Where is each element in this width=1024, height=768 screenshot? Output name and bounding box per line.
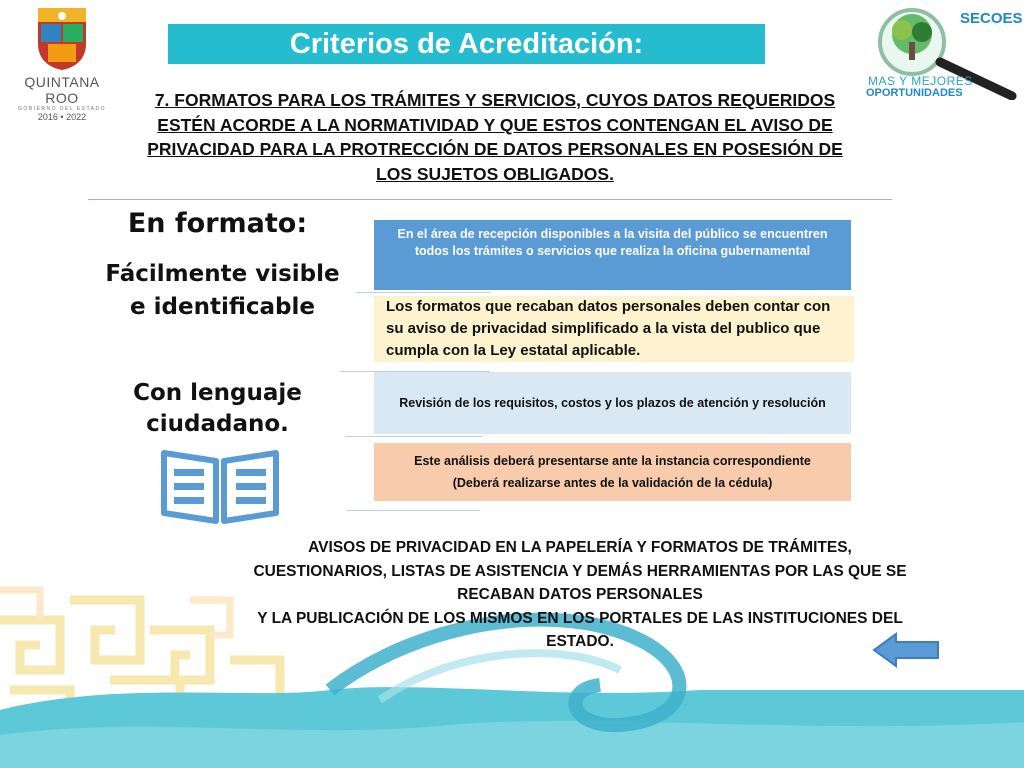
secoes-logo xyxy=(862,4,1022,100)
quintana-roo-logo xyxy=(8,4,116,122)
section-subtitle: 7. FORMATOS PARA LOS TRÁMITES Y SERVICIOS, CUYOS DATOS REQUERIDOS ESTÉN ACORDE A LA NORMATIVIDAD Y QUE ESTOS CONTENGAN EL AVISO DE PRIVACIDAD PARA LA PROTRECCIÓN DE DATOS PERSONALES EN POSESIÓN DE LOS SUJETOS OBLIGADOS. xyxy=(147,90,843,184)
secoes-tagline-1: MAS Y MEJORES xyxy=(868,74,973,88)
bottom-line-3: RECABAN DATOS PERSONALES xyxy=(457,586,703,603)
bottom-line-1: AVISOS DE PRIVACIDAD EN LA PAPELERÍA Y FORMATOS DE TRÁMITES, xyxy=(308,539,852,556)
bottom-line-5: ESTADO. xyxy=(546,633,614,650)
visible-criterion-line2: e identificable xyxy=(130,294,315,320)
analysis-box-line2: (Deberá realizarse antes de la validación de la cédula) xyxy=(452,476,773,490)
visible-criterion xyxy=(100,258,345,324)
secoes-tagline-2: OPORTUNIDADES xyxy=(866,87,963,99)
reception-box: En el área de recepción disponibles a la visita del público se encuentren todos los trámites o servicios que realiza la oficina gubernamental xyxy=(374,220,851,290)
quintana-roo-shield-icon xyxy=(8,4,116,72)
open-book-icon xyxy=(160,447,280,525)
analysis-box xyxy=(374,443,851,501)
separator-line xyxy=(347,510,480,511)
divider xyxy=(88,199,892,200)
language-criterion xyxy=(100,378,335,440)
format-heading: En formato: xyxy=(127,208,308,239)
separator-line xyxy=(356,292,490,293)
privacy-notice-box: Los formatos que recaban datos personales deben contar con su aviso de privacidad simplificado a la vista del publico que cumpla con la Ley estatal aplicable. xyxy=(374,296,854,362)
page-title: Criterios de Acreditación: xyxy=(168,24,765,64)
logo-name: QUINTANA ROO xyxy=(24,74,100,106)
visible-criterion-line1: Fácilmente visible xyxy=(105,261,340,287)
left-arrow-icon[interactable] xyxy=(872,632,940,668)
analysis-box-line1: Este análisis deberá presentarse ante la instancia correspondiente xyxy=(414,454,811,468)
secoes-name: SECOES xyxy=(960,10,1023,27)
logo-subline: GOBIERNO DEL ESTADO xyxy=(18,106,106,112)
requirements-review-box: Revisión de los requisitos, costos y los plazos de atención y resolución xyxy=(374,372,851,434)
bottom-line-2: CUESTIONARIOS, LISTAS DE ASISTENCIA Y DEMÁS HERRAMIENTAS POR LAS QUE SE xyxy=(253,562,907,580)
privacy-notices-text xyxy=(220,536,940,654)
language-criterion-line1: Con lenguaje xyxy=(133,380,302,406)
logo-years: 2016 • 2022 xyxy=(37,112,87,122)
language-criterion-line2: ciudadano. xyxy=(146,411,289,437)
separator-line xyxy=(345,436,483,437)
bottom-line-4: Y LA PUBLICACIÓN DE LOS MISMOS EN LOS PORTALES DE LAS INSTITUCIONES DEL xyxy=(257,609,903,627)
